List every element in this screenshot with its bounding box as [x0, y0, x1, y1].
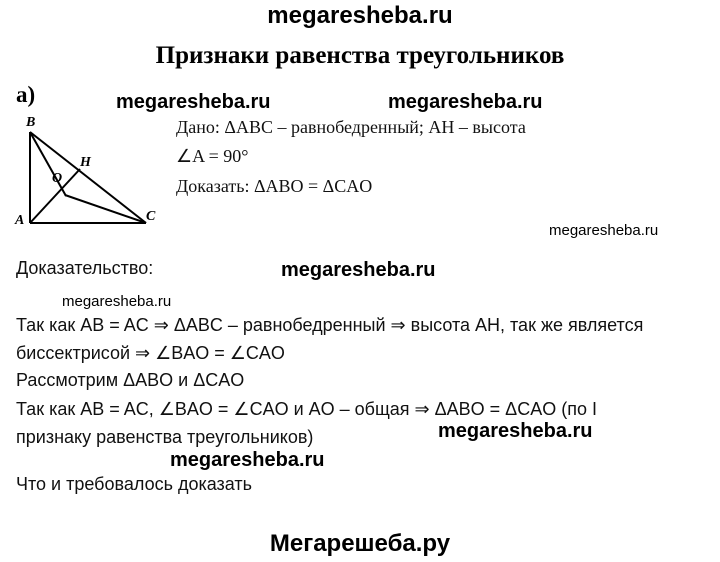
site-watermark-top: megaresheba.ru — [267, 2, 453, 29]
triangle-figure — [12, 108, 172, 233]
vertex-label-a: A — [15, 213, 25, 228]
watermark: megaresheba.ru — [281, 259, 436, 281]
part-label: а) — [16, 82, 36, 107]
page-title: Признаки равенства треугольников — [155, 42, 565, 69]
given-line: Дано: ΔABC – равнобедренный; AH – высота — [176, 117, 526, 137]
vertex-label-b: B — [26, 115, 36, 130]
watermark: megaresheba.ru — [116, 91, 271, 113]
watermark: megaresheba.ru — [438, 420, 593, 442]
vertex-label-c: C — [146, 209, 156, 224]
proof-line: Так как AB = AC, ∠BAO = ∠CAO и AO – общая ⇒ ΔABO = ΔCAO (по I — [16, 399, 597, 419]
proof-line: Рассмотрим ΔABO и ΔCAO — [16, 370, 245, 390]
prove-statement: Доказать: ΔABO = ΔCAO — [176, 176, 373, 196]
proof-conclusion: Что и требовалось доказать — [16, 474, 253, 494]
watermark: megaresheba.ru — [170, 449, 325, 471]
proof-heading: Доказательство: — [16, 258, 154, 278]
vertex-label-o: O — [52, 171, 63, 186]
watermark: megaresheba.ru — [549, 222, 659, 239]
watermark: megaresheba.ru — [388, 91, 543, 113]
given-angle: ∠A = 90° — [176, 146, 249, 166]
watermark: megaresheba.ru — [62, 293, 172, 310]
proof-line: признаку равенства треугольников) — [16, 427, 314, 447]
site-footer: Мегарешеба.ру — [269, 530, 451, 557]
proof-line: биссектрисой ⇒ ∠BAO = ∠CAO — [16, 343, 285, 363]
proof-line: Так как AB = AC ⇒ ΔABC – равнобедренный ⇒ высота AH, так же является — [16, 315, 644, 335]
vertex-label-h: H — [80, 155, 91, 170]
